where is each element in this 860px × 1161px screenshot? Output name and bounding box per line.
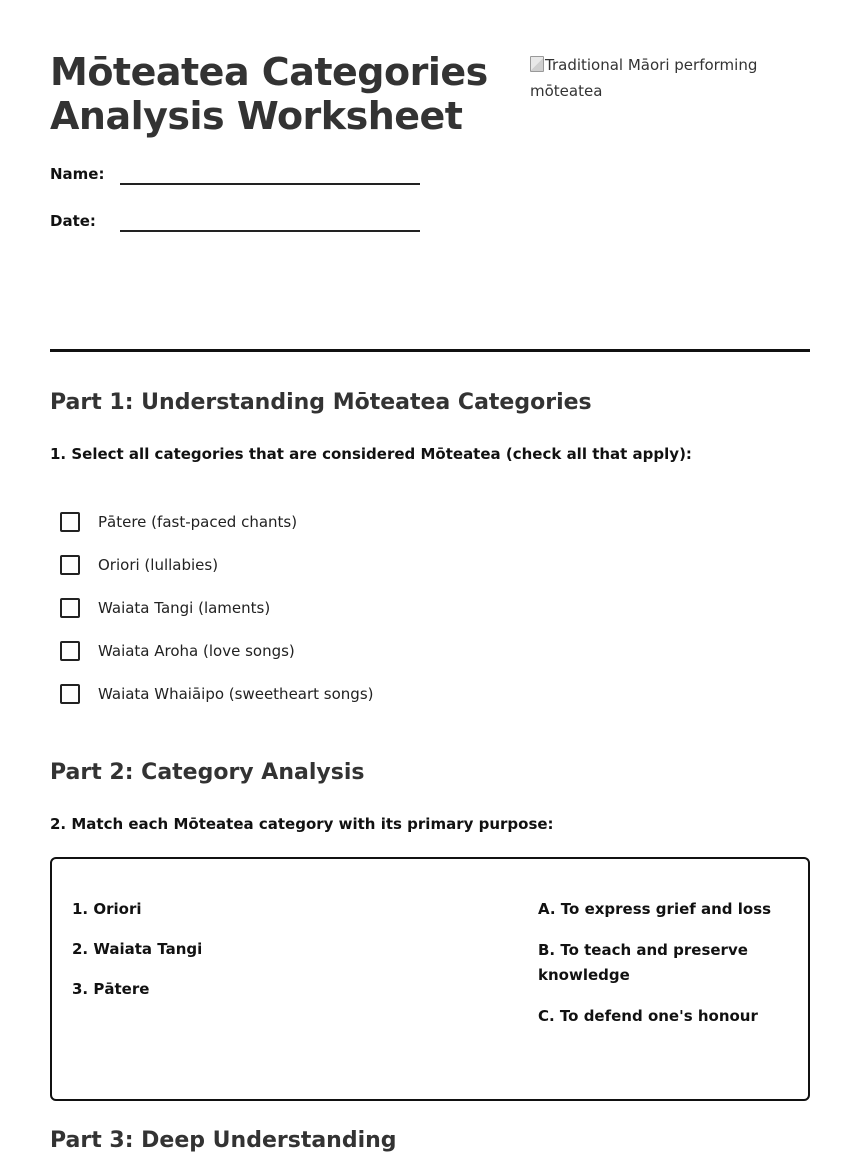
part2-title: Part 2: Category Analysis <box>50 760 365 785</box>
name-field[interactable] <box>50 165 420 195</box>
page-title: Mōteatea Categories Analysis Worksheet <box>50 50 488 138</box>
part3-title: Part 3: Deep Understanding <box>50 1128 397 1153</box>
part1-title: Part 1: Understanding Mōteatea Categories <box>50 390 592 415</box>
option-label: Waiata Tangi (laments) <box>98 599 271 617</box>
option-label: Waiata Aroha (love songs) <box>98 642 295 660</box>
header-image <box>530 52 790 104</box>
option-patere[interactable] <box>60 512 560 538</box>
option-waiata-tangi[interactable] <box>60 598 560 624</box>
name-line[interactable] <box>120 183 420 185</box>
checkbox[interactable] <box>60 598 80 618</box>
match-purpose-item: A. To express grief and loss <box>538 900 772 918</box>
checkbox[interactable] <box>60 641 80 661</box>
match-category-item: 2. Waiata Tangi <box>72 940 203 958</box>
option-label: Oriori (lullabies) <box>98 556 219 574</box>
checkbox[interactable] <box>60 555 80 575</box>
checkbox[interactable] <box>60 512 80 532</box>
date-label: Date: <box>50 212 96 230</box>
broken-image-icon <box>530 56 544 72</box>
match-categories <box>72 897 372 1017</box>
match-purpose-item: B. To teach and preserve knowledge <box>538 941 748 984</box>
date-line[interactable] <box>120 230 420 232</box>
checkbox[interactable] <box>60 684 80 704</box>
match-purposes <box>538 897 788 1045</box>
option-label: Pātere (fast-paced chants) <box>98 513 298 531</box>
option-waiata-whaiaipo[interactable] <box>60 684 560 710</box>
header-divider <box>50 349 810 352</box>
match-purpose-item: C. To defend one's honour <box>538 1007 758 1025</box>
image-alt-text: Traditional Māori performing mōteatea <box>530 56 758 100</box>
option-waiata-aroha[interactable] <box>60 641 560 667</box>
option-label: Waiata Whaiāipo (sweetheart songs) <box>98 685 374 703</box>
match-category-item: 3. Pātere <box>72 980 150 998</box>
name-label: Name: <box>50 165 105 183</box>
match-category-item: 1. Oriori <box>72 900 142 918</box>
matching-box <box>50 857 810 1101</box>
date-field[interactable] <box>50 212 420 242</box>
option-oriori[interactable] <box>60 555 560 581</box>
question-2: 2. Match each Mōteatea category with its primary purpose: <box>50 815 554 833</box>
question-1: 1. Select all categories that are considered Mōteatea (check all that apply): <box>50 445 692 463</box>
